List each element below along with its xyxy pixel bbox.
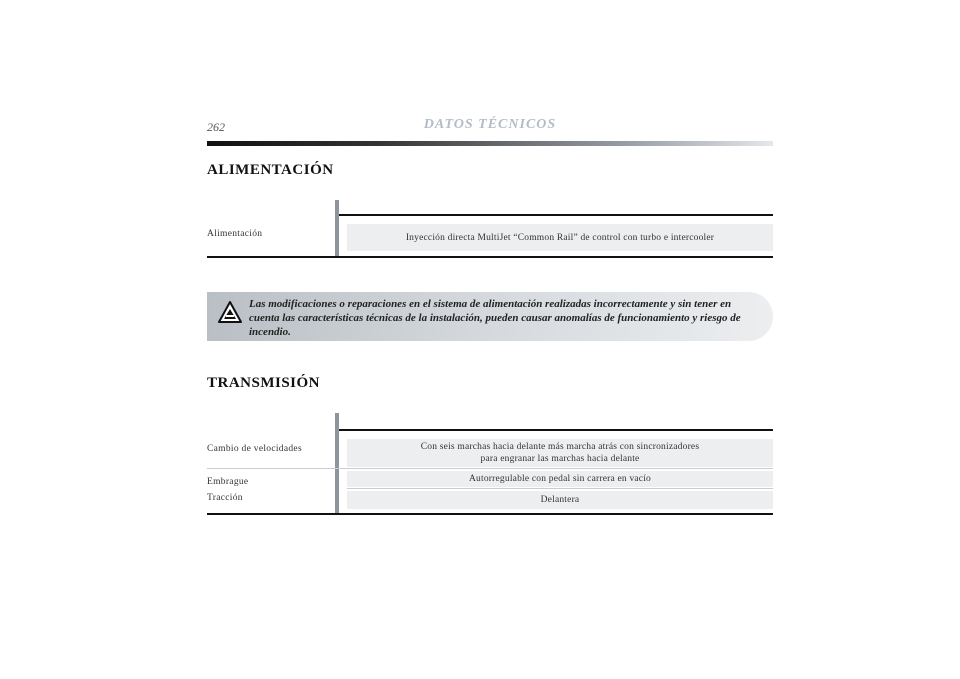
row-value-traccion [347,491,773,509]
row-label-alimentacion: Alimentación [207,229,263,239]
header-rule [207,141,773,146]
row-value-text: Autorregulable con pedal sin carrera en vacío [468,474,652,484]
row-value-text: Delantera [540,495,580,505]
row-label-cambio: Cambio de velocidades [207,444,302,454]
table-top-rule [339,429,773,431]
warning-triangle-icon [217,300,243,324]
table-top-rule [339,214,773,216]
warning-text: Las modificaciones o reparaciones en el sistema de alimentación realizadas incorrectamente y sin tener en cuenta las características técnicas de la instalación, pueden causar anomalías de funcionamiento y riesgo de incendio. [249,298,741,338]
row-value-text: Inyección directa MultiJet “Common Rail” de control con turbo e intercooler [405,232,715,243]
row-label-traccion: Tracción [207,493,243,503]
table-bottom-rule [207,256,773,258]
page-header-title: DATOS TÉCNICOS [423,117,557,132]
row-label-embrague: Embrague [207,477,249,487]
row-separator [347,488,773,489]
row-separator [207,468,773,469]
row-value-embrague [347,471,773,487]
table-bottom-rule [207,513,773,515]
row-value-line2: para engranar las marchas hacia delante [480,454,640,464]
section-title-alimentacion: ALIMENTACIÓN [207,162,334,178]
row-value-alimentacion [347,224,773,251]
row-value-line1: Con seis marchas hacia delante más marcha atrás con sincronizadores [420,442,700,452]
section-title-transmision: TRANSMISIÓN [207,375,321,391]
page-number: 262 [207,120,225,134]
table-divider-bar [335,200,339,258]
row-value-cambio [347,439,773,467]
